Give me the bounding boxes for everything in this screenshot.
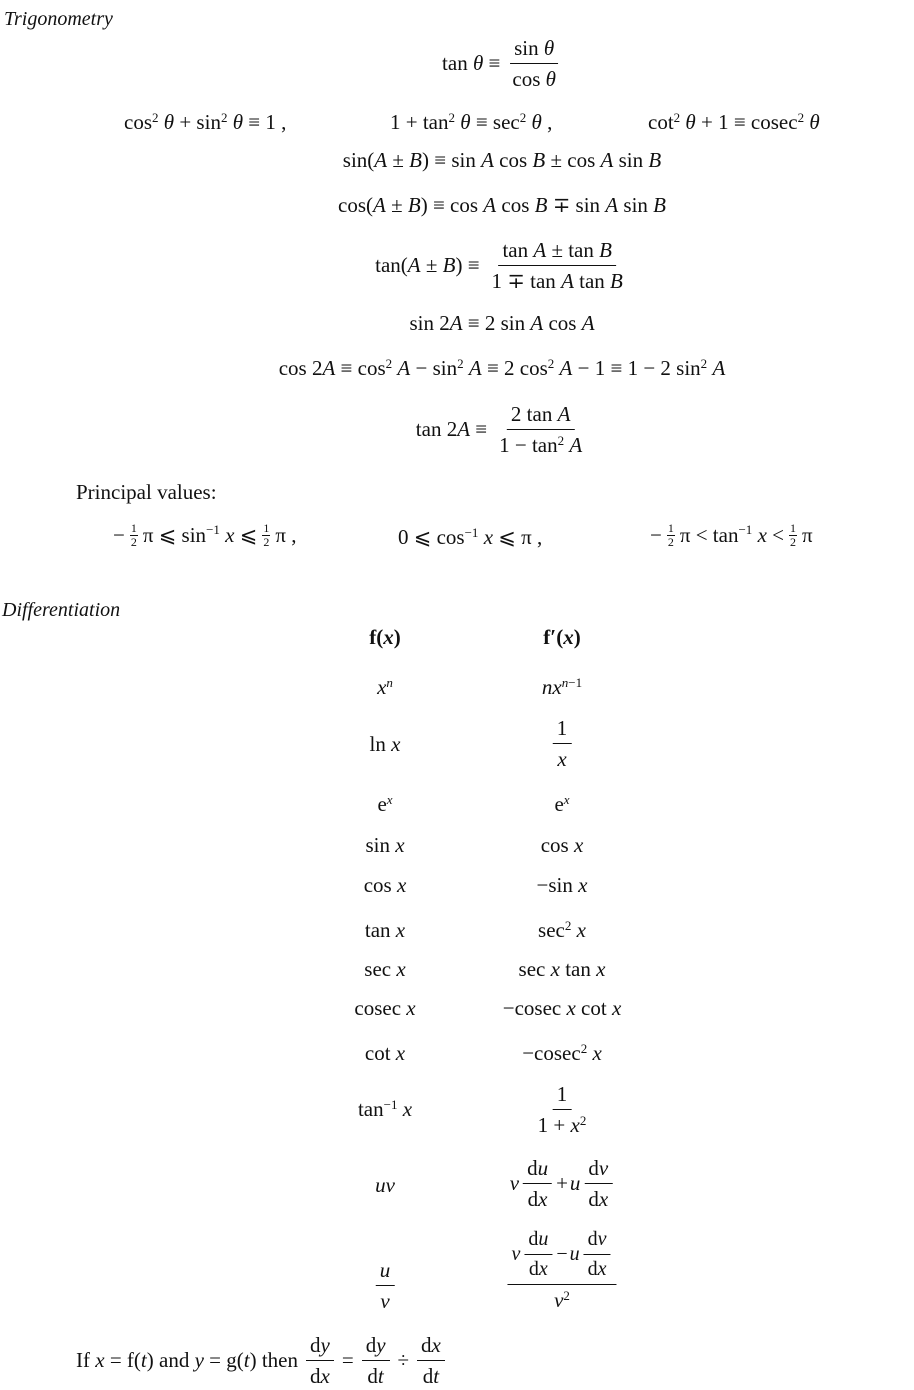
table-row-f-tan: tan x (364, 918, 406, 942)
table-row-fp-ln: $\frac{1}{x}$ (551, 716, 574, 771)
table-row-f-sec: sec x (364, 957, 406, 981)
table-row-f-power: $x^n$ (377, 674, 393, 699)
table-row-fp-arctan: $\frac{1}{1 + x^2}$ (537, 1082, 587, 1138)
section-heading-trigonometry: Trigonometry (4, 8, 113, 30)
table-row-fp-cot: −cosec$^2$ x (522, 1040, 602, 1065)
table-row-f-product: uv (375, 1173, 395, 1197)
table-row-f-cos: cos x (363, 873, 407, 897)
identity-tan-sum: tan(A ± B) ≡ $\frac{\text{tan A ± tan B}}{\text{1 ∓ tan A tan B}}$ (375, 238, 623, 294)
table-row-f-ln: ln x (369, 732, 401, 756)
table-row-fp-sin: cos x (540, 833, 584, 857)
tan-definition: tan θ ≡ $\frac{\text{sin θ}}{\text{cos θ}}$ (442, 36, 562, 91)
column-header-f: f(x) (369, 625, 401, 649)
identity-cos-double: $\cos 2A \equiv \cos^2 A - \sin^2 A \equiv 2$ $\cos^2 A - 1 \equiv 1 - 2$ $\sin^2 A$ (278, 355, 726, 380)
section-heading-differentiation: Differentiation (2, 599, 121, 621)
table-row-fp-tan: $\sec^2 x$ (538, 917, 586, 942)
identity-pythagorean-3: $\cot^2 \theta + 1 \equiv cosec^2$ θ (648, 109, 820, 134)
principal-value-arccos: 0 ⩽ $\cos^{-1} x$ ⩽ π , (398, 524, 543, 549)
column-header-f-prime: f′(x) (543, 625, 581, 649)
table-row-f-arctan: $\tan^{-1} x$ (357, 1096, 413, 1121)
principal-values-label: Principal values: (76, 480, 217, 504)
table-row-fp-cosec: −cosec x cot x (502, 996, 622, 1020)
table-row-f-cot: cot x (364, 1041, 406, 1065)
identity-pythagorean-1: $\cos^2 \theta + \sin^2 \theta \equiv 1$ , (124, 109, 287, 134)
identity-sin-double: sin 2A ≡ 2 sin A cos A (409, 311, 595, 335)
principal-value-arcsin: − $\frac{1}{2}$ π ⩽ $\sin^{-1} x$ ⩽ $\frac{1}{2}$ π , (113, 521, 297, 549)
identity-cos-sum: cos(A ± B) ≡ cos A cos B ∓ sin A sin B (338, 193, 666, 217)
table-row-fp-power: $nx^{n-1}$ (541, 674, 583, 699)
table-row-f-quotient: $\frac{u}{v}$ (374, 1258, 397, 1313)
table-row-f-exp: $e^x$ (377, 791, 393, 816)
identity-pythagorean-2: $1 + \tan^2 \theta \equiv \sec^2 \theta$ , (390, 109, 553, 134)
principal-value-arctan: − $\frac{1}{2}$ $\pi < \tan^{-1} x$ < $\frac{1}{2}$ π (650, 521, 813, 549)
table-row-f-sin: sin x (365, 833, 405, 857)
table-row-fp-product: v $\frac{du}{dx}$ + u $\frac{dv}{dx}$ (510, 1156, 615, 1211)
table-row-fp-quotient: v $\frac{du}{dx}$ − u $\frac{dv}{dx}$ $v^2$ (505, 1228, 618, 1312)
parametric-differentiation-rule: If x = f(t) and y = g(t) then $\frac{dy}{dx}$ = $\frac{dy}{dt}$ ÷ $\frac{dx}{dt}$ (76, 1333, 447, 1388)
identity-sin-sum: sin(A ± B) ≡ sin A cos B ± cos A sin B (342, 148, 662, 172)
table-row-f-cosec: cosec x (354, 996, 416, 1020)
table-row-fp-exp: $e^x$ (554, 791, 570, 816)
identity-tan-double: tan 2A ≡ $\frac{\text{2 tan A}}{1 - \tan^2 A}$ (415, 402, 583, 458)
table-row-fp-sec: sec x tan x (518, 957, 606, 981)
table-row-fp-cos: −sin x (536, 873, 588, 897)
